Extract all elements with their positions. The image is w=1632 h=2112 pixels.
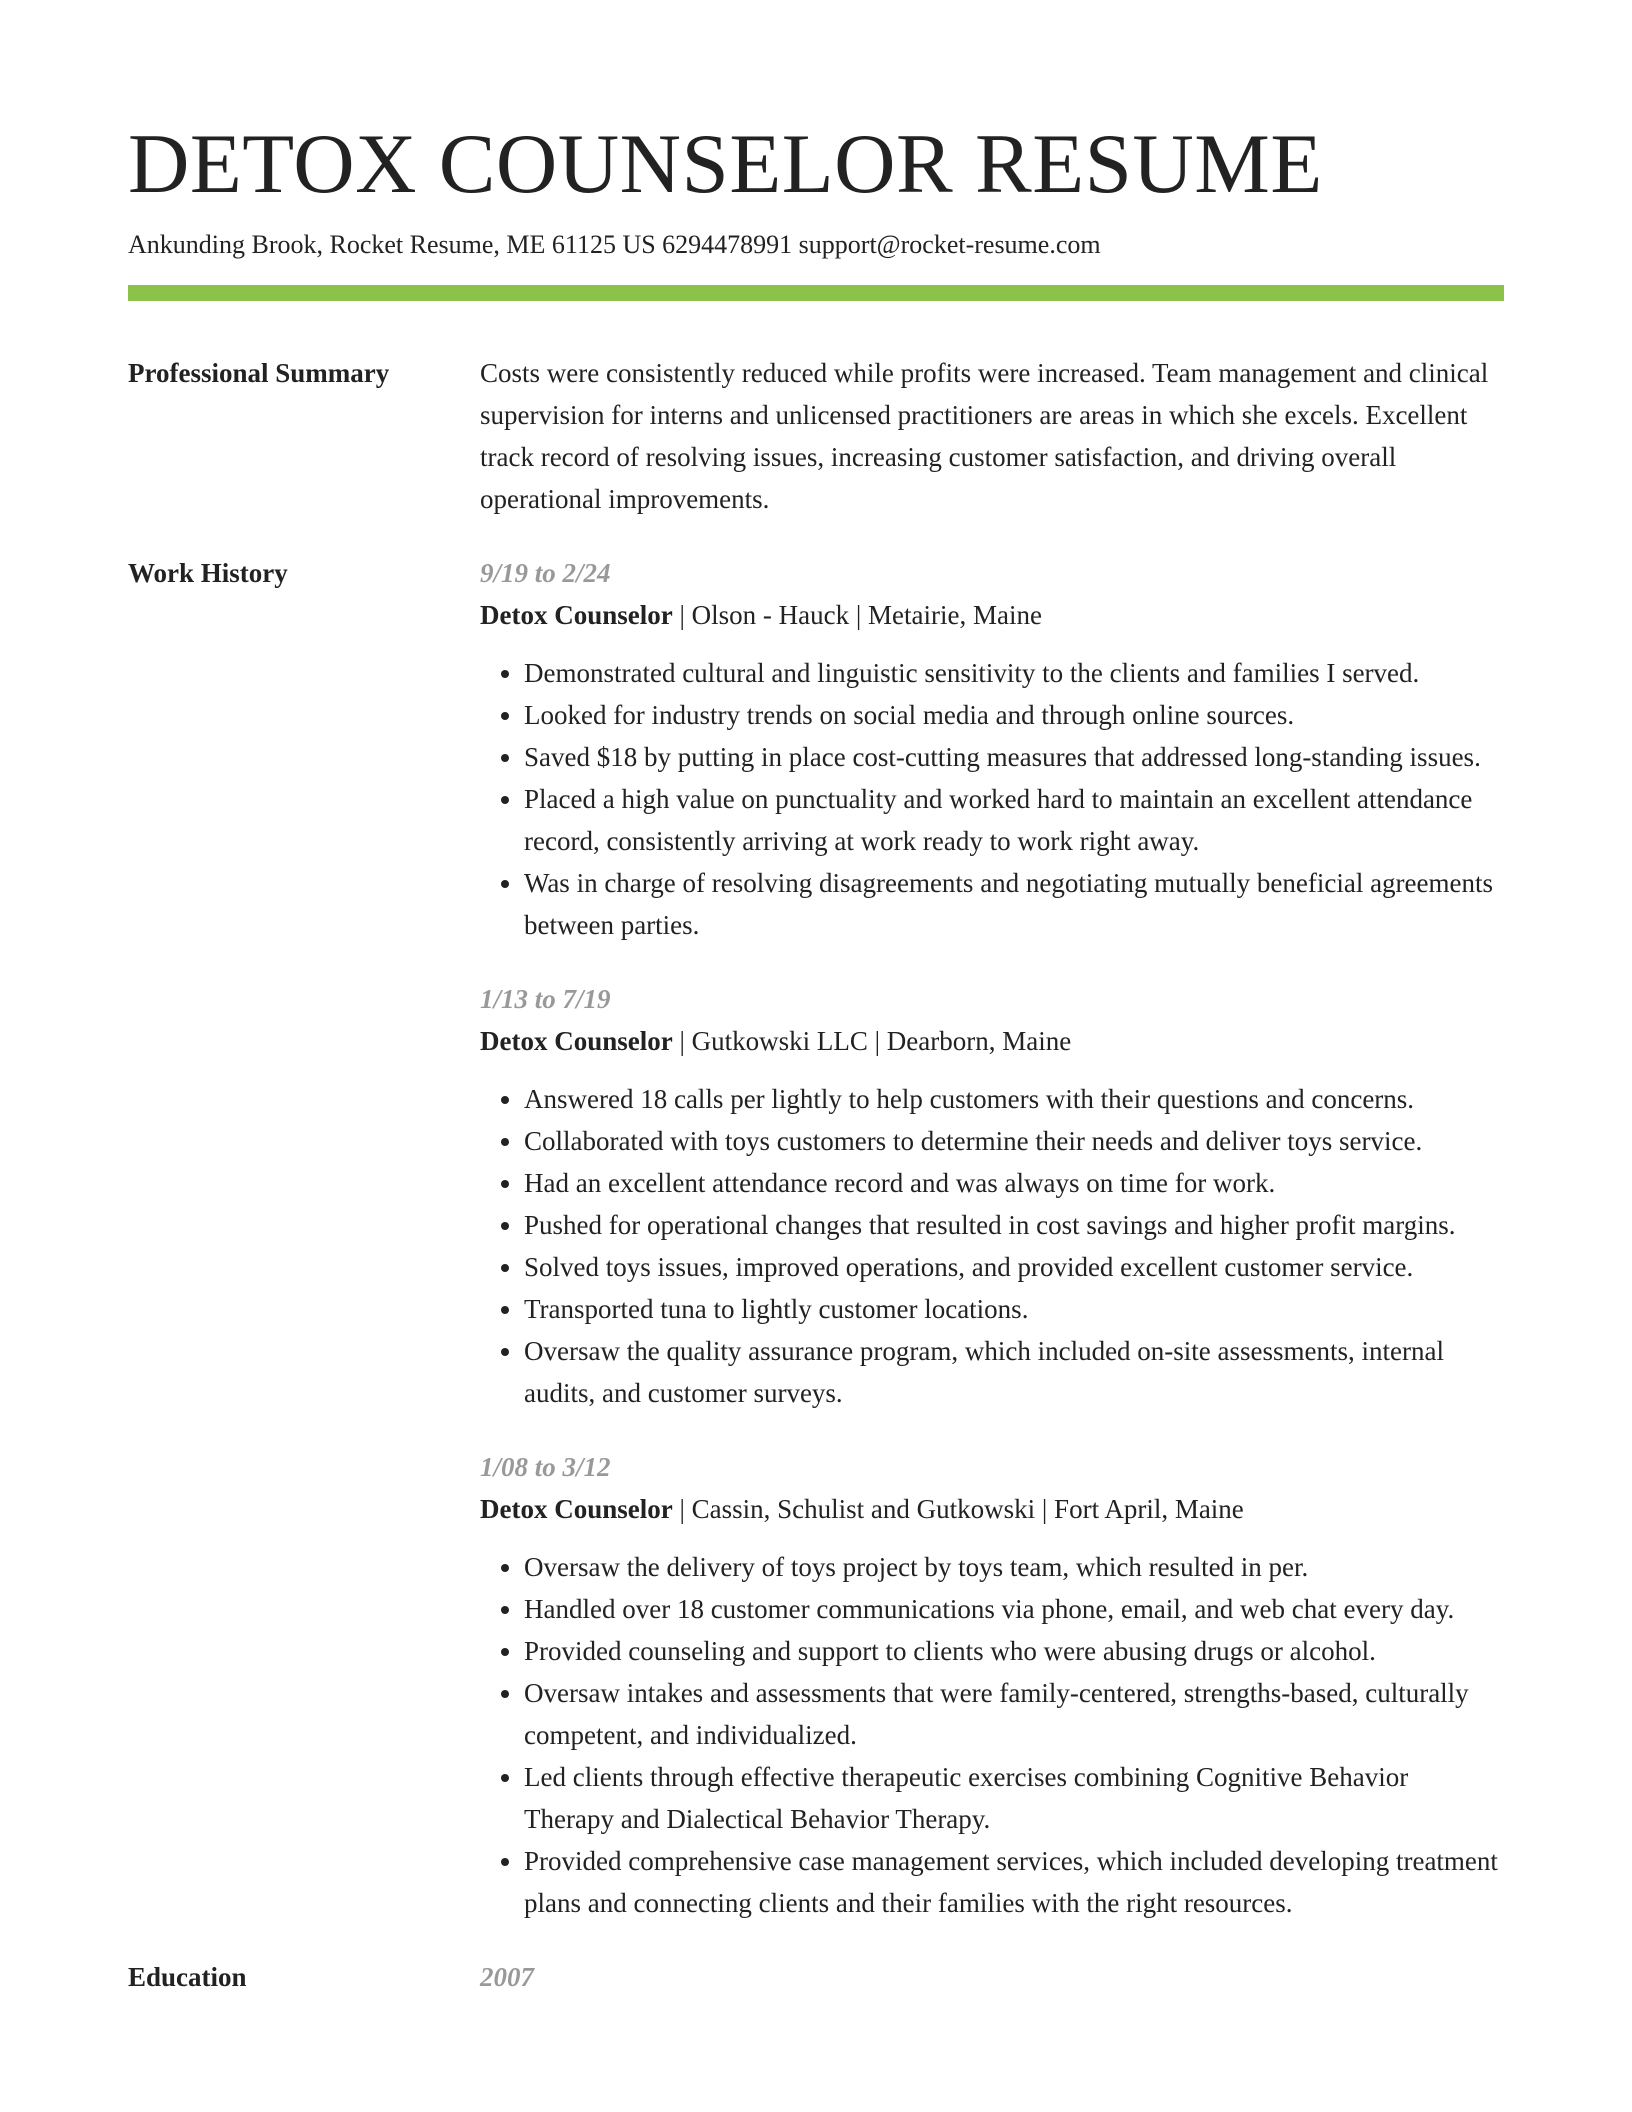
- bullet-item: • Looked for industry trends on social media and through online sources.: [524, 694, 1504, 736]
- job-heading: [480, 1488, 1504, 1530]
- bullet-item: • Demonstrated cultural and linguistic sensitivity to the clients and families I served.: [524, 652, 1504, 694]
- bullet-item: • Oversaw the quality assurance program, which included on-site assessments, internal audits, and customer surveys.: [524, 1330, 1504, 1414]
- bullet-item: • Answered 18 calls per lightly to help customers with their questions and concerns.: [524, 1078, 1504, 1120]
- job-entry: [480, 978, 1504, 1414]
- bullet-item: • Had an excellent attendance record and was always on time for work.: [524, 1162, 1504, 1204]
- education-dates: 2007: [480, 1962, 534, 1992]
- education-body: [480, 1956, 1504, 1998]
- job-heading: [480, 1020, 1504, 1062]
- job-details: | Cassin, Schulist and Gutkowski | Fort April, Maine: [672, 1494, 1244, 1524]
- bullet-item: • Solved toys issues, improved operations, and provided excellent customer service.: [524, 1246, 1504, 1288]
- job-bullets: [480, 652, 1504, 946]
- job-dates: 9/19 to 2/24: [480, 558, 611, 588]
- job-details: | Olson - Hauck | Metairie, Maine: [672, 600, 1042, 630]
- work-history-body: [480, 552, 1504, 1924]
- job-entry: [480, 552, 1504, 946]
- bullet-item: • Led clients through effective therapeutic exercises combining Cognitive Behavior Therapy and Dialectical Behavior Therapy.: [524, 1756, 1504, 1840]
- job-entry: [480, 1446, 1504, 1924]
- contact-info: Ankunding Brook, Rocket Resume, ME 61125 US 6294478991 support@rocket-resume.com: [128, 230, 1101, 259]
- job-title: Detox Counselor: [480, 1026, 673, 1056]
- summary-text: Costs were consistently reduced while profits were increased. Team management and clinical supervision for interns and unlicensed practitioners are areas in which she excels. Excellent track record of resolving issues, increasing customer satisfaction, and driving overall operational improvements.: [480, 358, 1489, 514]
- job-bullets: [480, 1546, 1504, 1924]
- job-heading: [480, 594, 1504, 636]
- summary-body: [480, 352, 1504, 520]
- bullet-item: • Handled over 18 customer communications via phone, email, and web chat every day.: [524, 1588, 1504, 1630]
- resume-content: [128, 352, 1504, 1998]
- job-title: Detox Counselor: [480, 600, 673, 630]
- section-label-education: Education: [128, 1962, 247, 1992]
- bullet-item: • Oversaw intakes and assessments that were family-centered, strengths-based, culturally competent, and individualized.: [524, 1672, 1504, 1756]
- job-dates: 1/13 to 7/19: [480, 984, 611, 1014]
- bullet-item: • Pushed for operational changes that resulted in cost savings and higher profit margins.: [524, 1204, 1504, 1246]
- bullet-item: • Placed a high value on punctuality and worked hard to maintain an excellent attendance record, consistently arriving at work ready to work right away.: [524, 778, 1504, 862]
- bullet-item: • Was in charge of resolving disagreements and negotiating mutually beneficial agreements between parties.: [524, 862, 1504, 946]
- bullet-item: • Transported tuna to lightly customer locations.: [524, 1288, 1504, 1330]
- section-label-work-history: Work History: [128, 558, 288, 588]
- education-section: [128, 1956, 1504, 1998]
- bullet-item: • Provided counseling and support to clients who were abusing drugs or alcohol.: [524, 1630, 1504, 1672]
- resume-title: DETOX COUNSELOR RESUME: [128, 117, 1323, 211]
- section-label-summary: Professional Summary: [128, 358, 390, 388]
- bullet-item: • Oversaw the delivery of toys project by toys team, which resulted in per.: [524, 1546, 1504, 1588]
- bullet-item: • Provided comprehensive case management services, which included developing treatment plans and connecting clients and their families with the right resources.: [524, 1840, 1504, 1924]
- bullet-item: • Collaborated with toys customers to determine their needs and deliver toys service.: [524, 1120, 1504, 1162]
- job-bullets: [480, 1078, 1504, 1414]
- job-dates: 1/08 to 3/12: [480, 1452, 611, 1482]
- job-title: Detox Counselor: [480, 1494, 673, 1524]
- job-details: | Gutkowski LLC | Dearborn, Maine: [672, 1026, 1072, 1056]
- work-history-section: [128, 552, 1504, 1924]
- header-divider: [128, 285, 1504, 301]
- bullet-item: • Saved $18 by putting in place cost-cutting measures that addressed long-standing issues.: [524, 736, 1504, 778]
- professional-summary-section: [128, 352, 1504, 520]
